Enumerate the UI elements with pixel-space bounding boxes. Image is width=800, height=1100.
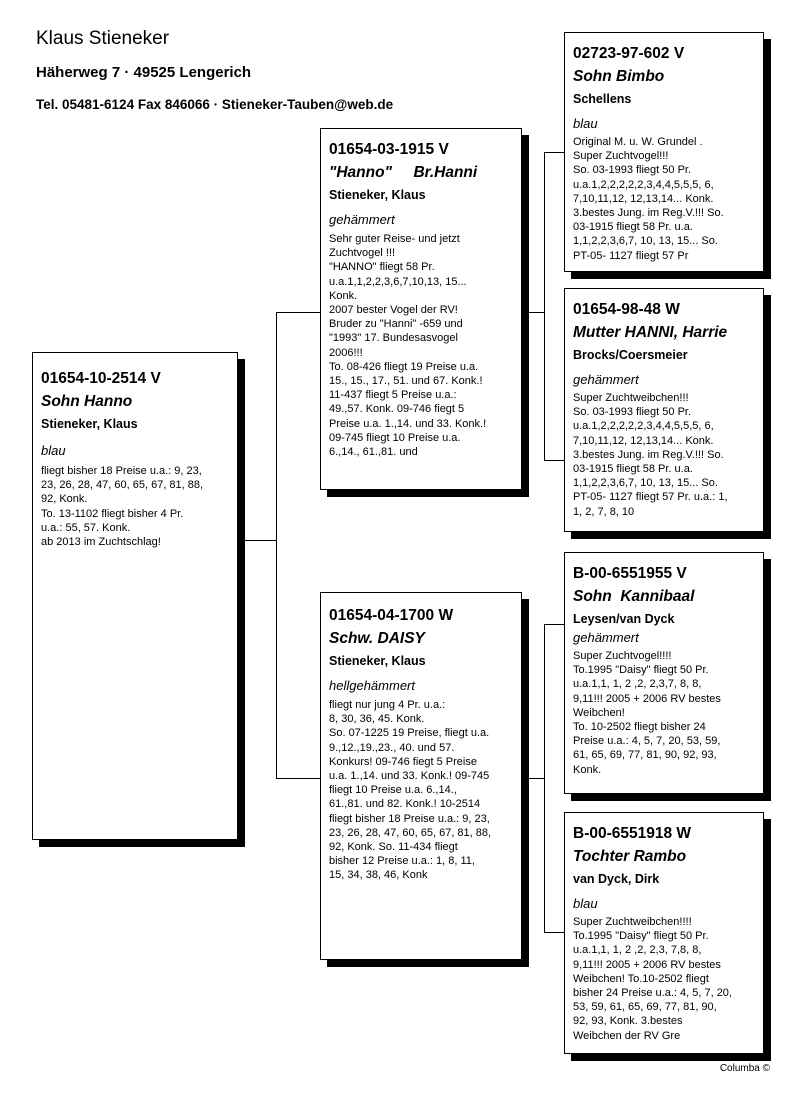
note-line: u.a.1,1, 1, 2 ,2, 2,3, 7,8, 8,	[573, 944, 702, 957]
ring-number: 01654-04-1700 W	[329, 607, 454, 624]
pigeon-name: Sohn Bimbo	[573, 68, 665, 85]
ring-number: 01654-98-48 W	[573, 301, 680, 318]
performance-notes	[329, 232, 513, 459]
connector-line	[276, 312, 277, 778]
note-line: u.a.1,1,2,2,3,6,7,10,13, 15...	[329, 275, 467, 288]
note-line: 8, 30, 36, 45. Konk.	[329, 713, 425, 726]
note-line: 15., 15., 17., 51. und 67. Konk.!	[329, 375, 483, 388]
note-line: 9.,12.,19.,23., 40. und 57.	[329, 741, 455, 754]
note-line: To. 10-2502 fliegt bisher 24	[573, 721, 706, 734]
note-line: u.a.1,2,2,2,2,2,3,4,4,5,5,5, 6,	[573, 178, 714, 191]
connector-line	[544, 152, 545, 460]
note-line: 03-1915 fliegt 58 Pr. u.a.	[573, 221, 693, 234]
note-line: 3.bestes Jung. im Reg.V.!!! So.	[573, 207, 724, 220]
connector-line	[276, 778, 320, 779]
note-line: Super Zuchtweibchen!!!!	[573, 916, 692, 928]
pigeon-name: "Hanno" Br.Hanni	[329, 164, 478, 181]
note-line: fliegt bisher 18 Preise u.a.: 9, 23,	[41, 465, 202, 477]
feather-color: blau	[573, 896, 598, 911]
pigeon-card-father	[320, 128, 522, 490]
note-line: 23, 26, 28, 47, 60, 65, 67, 81, 88,	[41, 479, 204, 492]
feather-color: gehämmert	[329, 212, 395, 227]
performance-notes	[573, 915, 755, 1043]
pigeon-name: Schw. DAISY	[329, 630, 425, 647]
note-line: Konk.	[329, 289, 358, 302]
note-line: fliegt nur jung 4 Pr. u.a.:	[329, 699, 446, 711]
pigeon-card-maternal-grandmother	[564, 812, 764, 1054]
ring-number: 02723-97-602 V	[573, 45, 685, 62]
breeder: Stieneker, Klaus	[329, 654, 426, 668]
note-line: bisher 12 Preise u.a.: 1, 8, 11,	[329, 855, 475, 868]
note-line: Super Zuchtvogel!!!	[573, 150, 669, 163]
note-line: Preise u.a.: 4, 5, 7, 20, 53, 59,	[573, 735, 721, 748]
feather-color: gehämmert	[573, 630, 639, 645]
note-line: Konkurs! 09-746 fiegt 5 Preise	[329, 755, 477, 768]
breeder: Stieneker, Klaus	[329, 188, 426, 202]
note-line: 92, Konk.	[41, 493, 88, 506]
note-line: ab 2013 im Zuchtschlag!	[41, 536, 161, 549]
breeder: Brocks/Coersmeier	[573, 348, 688, 362]
pigeon-card-maternal-grandfather	[564, 552, 764, 794]
ring-number: 01654-10-2514 V	[41, 370, 161, 387]
connector-line	[544, 624, 564, 625]
note-line: 53, 59, 61, 65, 69, 77, 81, 90,	[573, 1001, 717, 1014]
note-line: 7,10,11,12, 12,13,14... Konk.	[573, 192, 714, 205]
performance-notes	[573, 649, 755, 777]
pigeon-name: Mutter HANNI, Harrie	[573, 324, 728, 341]
note-line: u.a. 1.,14. und 33. Konk.! 09-745	[329, 770, 490, 783]
connector-line	[276, 312, 320, 313]
note-line: Zuchtvogel !!!	[329, 247, 396, 260]
note-line: Super Zuchtvogel!!!!	[573, 650, 672, 662]
note-line: Weibchen der RV Gre	[573, 1029, 681, 1042]
note-line: So. 03-1993 fliegt 50 Pr.	[573, 164, 692, 177]
note-line: 03-1915 fliegt 58 Pr. u.a.	[573, 463, 693, 476]
note-line: u.a.1,2,2,2,2,2,3,4,4,5,5,5, 6,	[573, 420, 714, 433]
note-line: PT-05- 1127 fliegt 57 Pr	[573, 249, 689, 262]
feather-color: blau	[41, 443, 66, 458]
note-line: Konk.	[573, 763, 602, 776]
note-line: "1993" 17. Bundesasvogel	[329, 332, 458, 345]
note-line: 1, 2, 7, 8, 10	[573, 505, 635, 518]
pigeon-card-mother	[320, 592, 522, 960]
connector-line	[544, 152, 564, 153]
performance-notes	[41, 464, 229, 549]
feather-color: blau	[573, 116, 598, 131]
note-line: So. 07-1225 19 Preise, fliegt u.a.	[329, 727, 490, 740]
note-line: So. 03-1993 fliegt 50 Pr.	[573, 406, 692, 419]
ring-number: B-00-6551918 W	[573, 825, 692, 842]
note-line: bisher 24 Preise u.a.: 4, 5, 7, 20,	[573, 987, 732, 1000]
note-line: To. 08-426 fliegt 19 Preise u.a.	[329, 360, 479, 373]
note-line: 6.,14., 61.,81. und	[329, 446, 418, 459]
note-line: 1,1,2,2,3,6,7, 10, 13, 15... So.	[573, 235, 718, 248]
pigeon-card-paternal-grandfather	[564, 32, 764, 272]
breeder: Leysen/van Dyck	[573, 612, 675, 626]
note-line: To.1995 "Daisy" fliegt 50 Pr.	[573, 930, 709, 943]
note-line: Super Zuchtweibchen!!!	[573, 392, 689, 404]
note-line: 3.bestes Jung. im Reg.V.!!! So.	[573, 448, 724, 461]
note-line: 49.,57. Konk. 09-746 fiegt 5	[329, 403, 465, 416]
note-line: Weibchen!	[573, 706, 625, 719]
note-line: To.1995 "Daisy" fliegt 50 Pr.	[573, 664, 709, 677]
note-line: Original M. u. W. Grundel .	[573, 136, 703, 148]
owner-address: Häherweg 7 · 49525 Lengerich	[36, 64, 252, 81]
note-line: 11-437 fliegt 5 Preise u.a.:	[329, 389, 457, 402]
connector-line	[238, 540, 276, 541]
note-line: 1,1,2,2,3,6,7, 10, 13, 15... So.	[573, 477, 718, 490]
breeder: Stieneker, Klaus	[41, 417, 138, 431]
note-line: 9,11!!! 2005 + 2006 RV bestes	[573, 958, 721, 971]
pigeon-card-paternal-grandmother	[564, 288, 764, 532]
pigeon-card-subject	[32, 352, 238, 840]
performance-notes	[573, 391, 755, 519]
note-line: "HANNO" fliegt 58 Pr.	[329, 261, 435, 274]
owner-name: Klaus Stieneker	[36, 28, 170, 49]
feather-color: gehämmert	[573, 372, 639, 387]
note-line: 9,11!!! 2005 + 2006 RV bestes	[573, 692, 721, 705]
performance-notes	[573, 135, 755, 263]
ring-number: 01654-03-1915 V	[329, 141, 449, 158]
note-line: PT-05- 1127 fliegt 57 Pr. u.a.: 1,	[573, 491, 728, 504]
note-line: To. 13-1102 fliegt bisher 4 Pr.	[41, 507, 184, 520]
connector-line	[544, 932, 564, 933]
connector-line	[522, 312, 544, 313]
note-line: 61, 65, 69, 77, 81, 90, 92, 93,	[573, 749, 717, 762]
note-line: fliegt 10 Preise u.a. 6.,14.,	[329, 784, 457, 797]
connector-line	[522, 778, 544, 779]
note-line: 09-745 fliegt 10 Preise u.a.	[329, 431, 461, 444]
connector-line	[544, 624, 545, 932]
software-credit: Columba ©	[719, 1063, 770, 1074]
note-line: Preise u.a. 1.,14. und 33. Konk.!	[329, 417, 487, 430]
pigeon-name: Sohn Kannibaal	[573, 588, 695, 605]
note-line: u.a.1,1, 1, 2 ,2, 2,3,7, 8, 8,	[573, 678, 702, 691]
note-line: 15, 34, 38, 46, Konk	[329, 869, 428, 882]
note-line: u.a.: 55, 57. Konk.	[41, 521, 131, 534]
note-line: 7,10,11,12, 12,13,14... Konk.	[573, 434, 714, 447]
note-line: 92, Konk. So. 11-434 fliegt	[329, 841, 458, 854]
note-line: 2006!!!	[329, 346, 363, 359]
breeder: Schellens	[573, 92, 632, 106]
note-line: 92, 93, Konk. 3.bestes	[573, 1015, 683, 1028]
owner-contact: Tel. 05481-6124 Fax 846066 · Stieneker-Tauben@web.de	[36, 97, 394, 112]
connector-line	[544, 460, 564, 461]
note-line: Bruder zu "Hanni" -659 und	[329, 318, 463, 331]
note-line: 23, 26, 28, 47, 60, 65, 67, 81, 88,	[329, 826, 492, 839]
note-line: Sehr guter Reise- und jetzt	[329, 233, 460, 245]
note-line: fliegt bisher 18 Preise u.a.: 9, 23,	[329, 812, 490, 825]
note-line: 61.,81. und 82. Konk.! 10-2514	[329, 798, 481, 811]
pigeon-name: Tochter Rambo	[573, 848, 687, 865]
ring-number: B-00-6551955 V	[573, 565, 687, 582]
note-line: 2007 bester Vogel der RV!	[329, 304, 458, 317]
performance-notes	[329, 698, 513, 883]
breeder: van Dyck, Dirk	[573, 872, 660, 886]
pigeon-name: Sohn Hanno	[41, 393, 133, 410]
feather-color: hellgehämmert	[329, 678, 415, 693]
note-line: Weibchen! To.10-2502 fliegt	[573, 972, 709, 985]
